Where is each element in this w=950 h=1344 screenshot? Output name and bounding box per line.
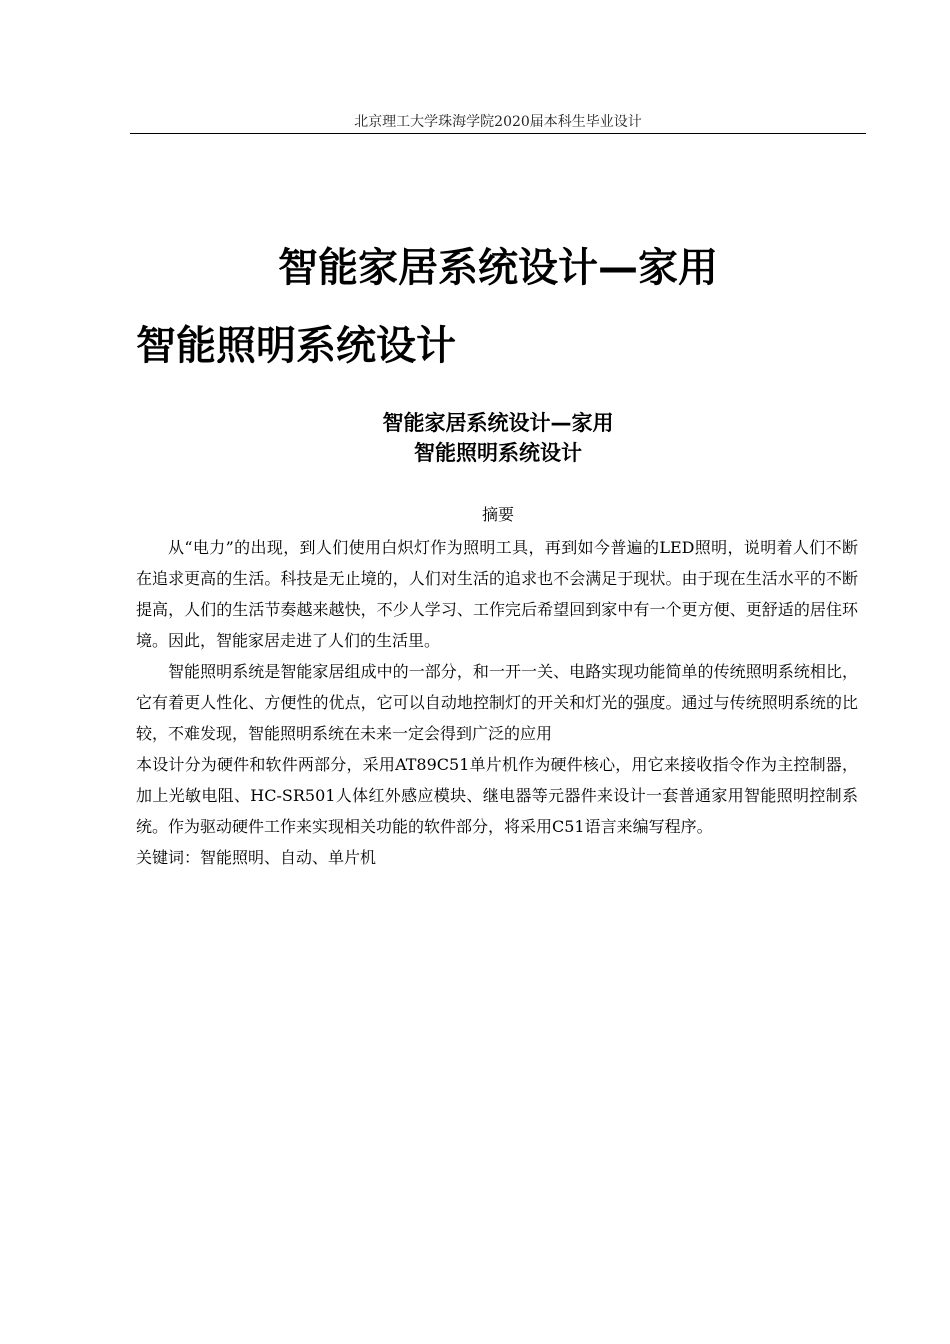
keywords: 关键词：智能照明、自动、单片机 — [136, 848, 377, 867]
header-divider — [130, 133, 866, 134]
abstract-paragraph-1: 从“电力”的出现，到人们使用白炽灯作为照明工具，再到如今普遍的LED照明，说明着人们不断在追求更高的生活。科技是无止境的，人们对生活的追求也不会满足于现状。由于现在生活水平的不断提高，人们的生活节奏越来越快，不少人学习、工作完后希望回到家中有一个更方便、更舒适的居住环境。因此，智能家居走进了人们的生活里。 — [136, 538, 858, 650]
document-title-line-2: 智能照明系统设计 — [136, 323, 456, 369]
page-header: 北京理工大学珠海学院2020届本科生毕业设计 — [354, 114, 642, 130]
abstract-paragraph-3: 本设计分为硬件和软件两部分，采用AT89C51单片机作为硬件核心，用它来接收指令作为主控制器，加上光敏电阻、HC-SR501人体红外感应模块、继电器等元器件来设计一套普通家用智能照明控制系统。作为驱动硬件工作来实现相关功能的软件部分，将采用C51语言来编写程序。 — [136, 755, 858, 836]
abstract-title-line-1: 智能家居系统设计—家用 — [382, 411, 614, 435]
abstract-title-line-2: 智能照明系统设计 — [414, 441, 582, 465]
document-title-line-1: 智能家居系统设计—家用 — [278, 245, 718, 291]
abstract-paragraph-2: 智能照明系统是智能家居组成中的一部分，和一开一关、电路实现功能简单的传统照明系统相比，它有着更人性化、方便性的优点，它可以自动地控制灯的开关和灯光的强度。通过与传统照明系统的比较，不难发现，智能照明系统在未来一定会得到广泛的应用 — [136, 662, 858, 743]
abstract-body — [136, 532, 858, 873]
abstract-title — [130, 408, 866, 468]
abstract-heading: 摘要 — [481, 505, 514, 524]
